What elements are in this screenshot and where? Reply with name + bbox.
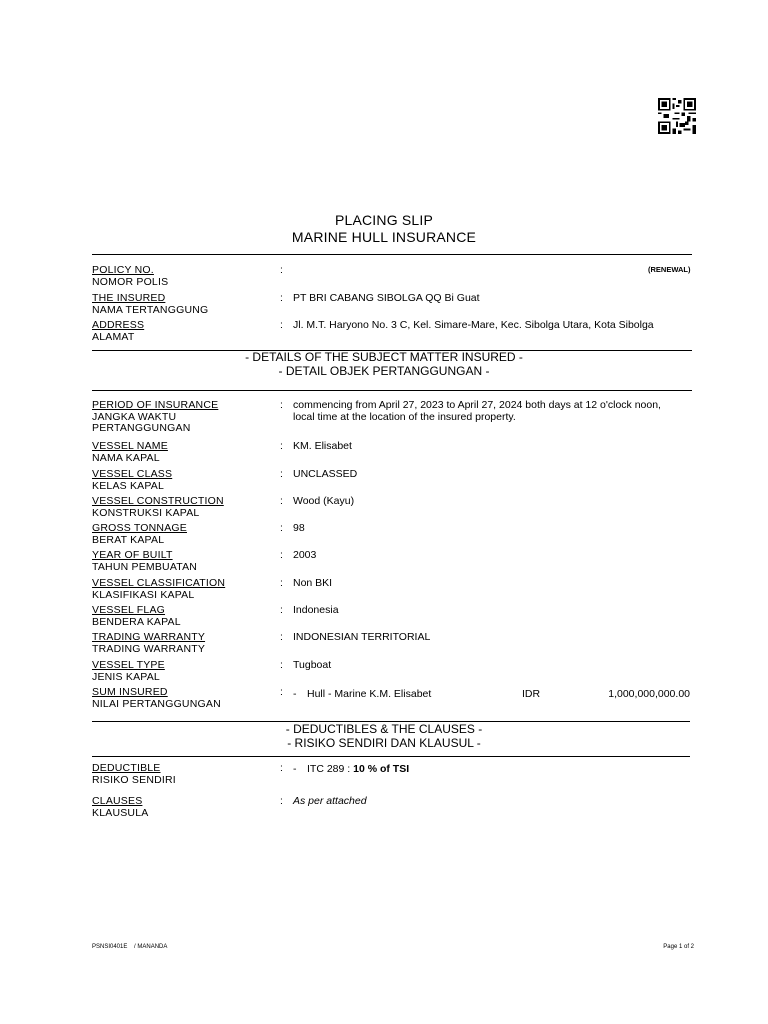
colon: : — [280, 686, 283, 698]
colon: : — [280, 659, 283, 671]
section-deductibles-title-id: - RISIKO SENDIRI DAN KLAUSUL - — [287, 736, 481, 750]
colon: : — [280, 292, 283, 304]
policy-no-label: POLICY NO. NOMOR POLIS — [92, 264, 169, 288]
year-label: YEAR OF BUILT TAHUN PEMBUATAN — [92, 549, 198, 573]
address-value: Jl. M.T. Haryono No. 3 C, Kel. Simare-Mare, Kec. Sibolga Utara, Kota Sibolga — [293, 319, 654, 331]
deductible-dash: - — [293, 763, 297, 775]
colon: : — [280, 604, 283, 616]
divider — [92, 254, 692, 255]
vessel-name-label: VESSEL NAME NAMA KAPAL — [92, 440, 168, 464]
insured-value: PT BRI CABANG SIBOLGA QQ Bi Guat — [293, 292, 480, 304]
type-value: Tugboat — [293, 659, 332, 671]
type-label: VESSEL TYPE JENIS KAPAL — [92, 659, 165, 683]
construction-value: Wood (Kayu) — [293, 495, 355, 507]
sum-insured-item: Hull - Marine K.M. Elisabet — [307, 688, 432, 700]
colon: : — [280, 577, 283, 589]
qr-code-icon — [658, 98, 696, 134]
trading-value: INDONESIAN TERRITORIAL — [293, 631, 431, 643]
colon: : — [280, 264, 283, 276]
colon: : — [280, 522, 283, 534]
tonnage-value: 98 — [293, 522, 305, 534]
colon: : — [280, 440, 283, 452]
tonnage-label: GROSS TONNAGE BERAT KAPAL — [92, 522, 187, 546]
colon: : — [280, 549, 283, 561]
vessel-name-value: KM. Elisabet — [293, 440, 352, 452]
trading-label: TRADING WARRANTY TRADING WARRANTY — [92, 631, 206, 655]
footer-page-number: Page 1 of 2 — [663, 944, 694, 950]
colon: : — [280, 319, 283, 331]
clauses-value: As per attached — [293, 795, 367, 807]
address-label: ADDRESS ALAMAT — [92, 319, 145, 343]
period-value-line2: local time at the location of the insured property. — [293, 411, 516, 423]
flag-value: Indonesia — [293, 604, 339, 616]
construction-label: VESSEL CONSTRUCTION KONSTRUKSI KAPAL — [92, 495, 224, 519]
sum-insured-dash: - — [293, 688, 297, 700]
deductible-label: DEDUCTIBLE RISIKO SENDIRI — [92, 762, 176, 786]
insured-label: THE INSURED NAMA TERTANGGUNG — [92, 292, 209, 316]
document-subtitle: MARINE HULL INSURANCE — [291, 229, 477, 245]
classification-value: Non BKI — [293, 577, 333, 589]
section-details-title-id: - DETAIL OBJEK PERTANGGUNGAN - — [278, 364, 490, 378]
renewal-tag: (RENEWAL) — [648, 265, 691, 274]
colon: : — [280, 399, 283, 411]
section-details-title-en: - DETAILS OF THE SUBJECT MATTER INSURED - — [245, 350, 523, 364]
deductible-value: ITC 289 : 10 % of TSI — [307, 763, 410, 775]
footer-doc-code: PSNSI0401E / MANANDA — [92, 944, 168, 950]
colon: : — [280, 762, 283, 774]
colon: : — [280, 495, 283, 507]
period-value-line1: commencing from April 27, 2023 to April 27, 2024 both days at 12 o'clock noon, — [293, 399, 661, 411]
period-label: PERIOD OF INSURANCE JANGKA WAKTU PERTANGGUNGAN — [92, 399, 219, 434]
colon: : — [280, 468, 283, 480]
divider — [92, 390, 692, 391]
section-deductibles-title-en: - DEDUCTIBLES & THE CLAUSES - — [285, 722, 483, 736]
colon: : — [280, 631, 283, 643]
vessel-class-label: VESSEL CLASS KELAS KAPAL — [92, 468, 173, 492]
sum-insured-label: SUM INSURED NILAI PERTANGGUNGAN — [92, 686, 221, 710]
classification-label: VESSEL CLASSIFICATION KLASIFIKASI KAPAL — [92, 577, 226, 601]
vessel-class-value: UNCLASSED — [293, 468, 358, 480]
document-title: PLACING SLIP — [334, 212, 434, 228]
flag-label: VESSEL FLAG BENDERA KAPAL — [92, 604, 181, 628]
colon: : — [280, 795, 283, 807]
clauses-label: CLAUSES KLAUSULA — [92, 795, 149, 819]
year-value: 2003 — [293, 549, 317, 561]
sum-insured-amount: 1,000,000,000.00 — [608, 688, 690, 700]
divider — [92, 756, 690, 757]
sum-insured-currency: IDR — [522, 688, 541, 700]
